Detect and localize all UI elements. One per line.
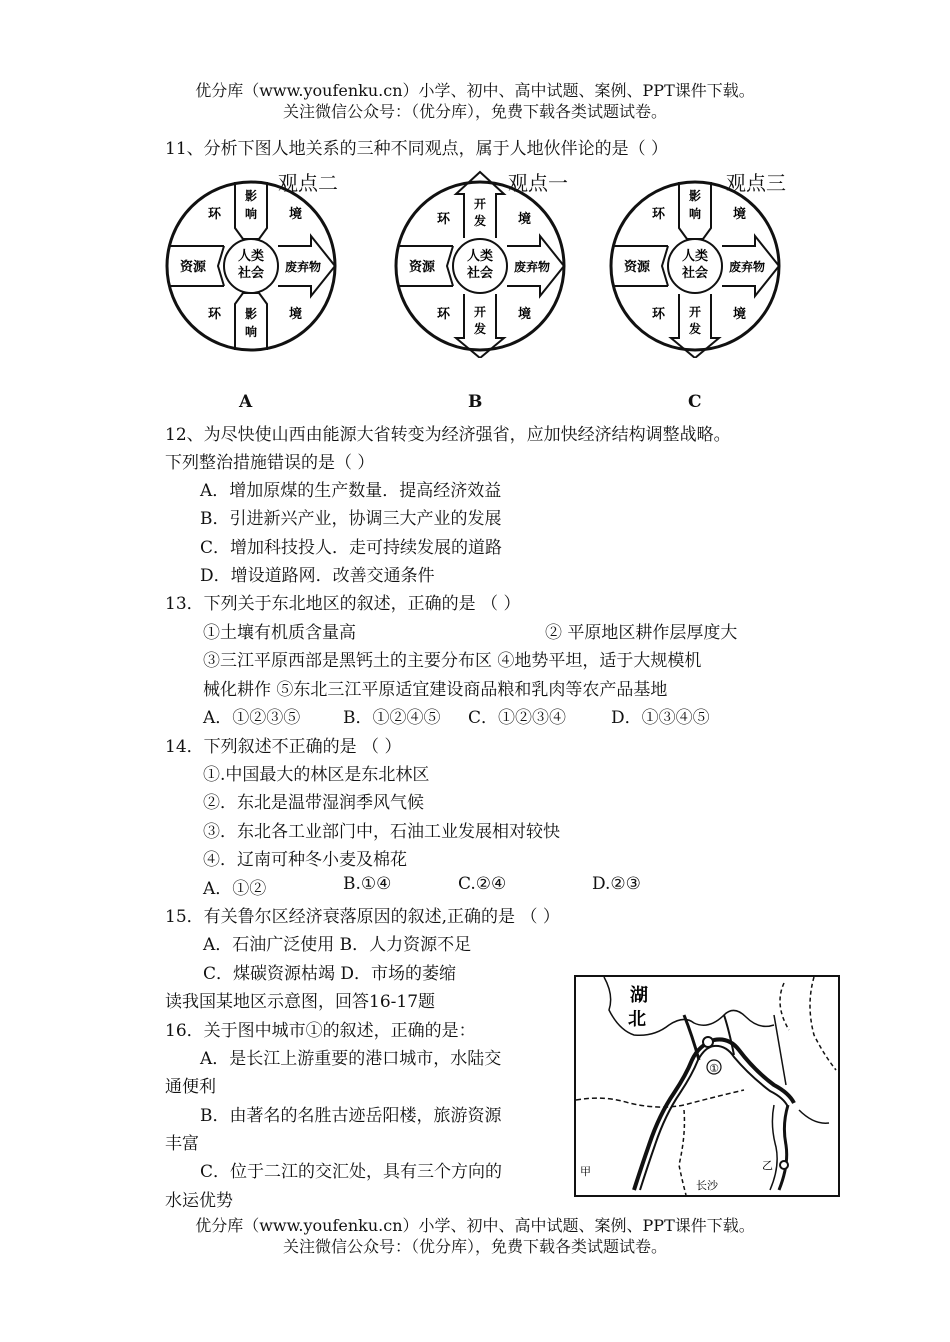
q14-option-d: D.②③ [592,874,641,894]
diagram-b-env-left-top: 环 [437,212,451,227]
map-label-changsha: 长沙 [696,1179,718,1192]
diagram-b-bottom-1: 开 [473,305,487,319]
diagram-c-resource: 资源 [623,260,651,275]
region-map [574,975,840,1197]
diagram-a-bottom-1: 影 [244,307,258,321]
q14-item-3: ③．东北各工业部门中，石油工业发展相对较快 [203,822,560,842]
q15-options-1: A．石油广泛使用 B．人力资源不足 [203,935,472,955]
q14-item-2: ②．东北是温带湿润季风气候 [203,793,424,813]
q11-stem: 11、分析下图人地关系的三种不同观点，属于人地伙伴论的是（ ） [165,139,669,159]
diagram-b-letter: B [468,392,483,412]
page-footer-line1: 优分库（www.youfenku.cn）小学、初中、高中试题、案例、PPT课件下载。 [195,1216,755,1235]
q13-stem: 13．下列关于东北地区的叙述，正确的是 （ ） [165,594,521,614]
q12-option-b: B．引进新兴产业，协调三大产业的发展 [200,509,502,529]
diagram-a-top-1: 影 [244,189,258,203]
diagram-b-center-1: 人类 [466,249,494,264]
q16-stem: 16．关于图中城市①的叙述，正确的是： [165,1021,476,1041]
q16-option-a-1: A．是长江上游重要的港口城市，水陆交 [200,1049,502,1069]
diagram-b-top-2: 发 [473,214,487,228]
q12-stem-2: 下列整治措施错误的是（ ） [165,453,375,473]
diagram-c-env-right-top: 境 [733,207,747,222]
q16-option-c-1: C．位于二江的交汇处，具有三个方向的 [200,1162,503,1182]
q15-options-2: C．煤碳资源枯竭 D．市场的萎缩 [203,964,457,984]
diagram-b-env-right-top: 境 [518,212,532,227]
diagram-b-env-left-bottom: 环 [437,307,451,322]
q16-17-intro: 读我国某地区示意图，回答16-17题 [165,992,436,1012]
q13-option-c: C．①②③④ [468,708,567,728]
q16-option-b-1: B．由著名的名胜古迹岳阳楼，旅游资源 [200,1106,502,1126]
diagram-c-env-left-top: 环 [652,207,666,222]
diagram-c-letter: C [688,392,702,412]
q14-item-4: ④．辽南可种冬小麦及棉花 [203,850,407,870]
diagram-a-env-left-bottom: 环 [208,307,222,322]
diagram-c-center-2: 社会 [681,266,709,281]
q12-option-d: D．增设道路网．改善交通条件 [200,566,435,586]
diagram-c-waste: 废弃物 [728,260,766,274]
diagram-a-title: 观点二 [278,171,338,195]
q12-option-a: A．增加原煤的生产数量．提高经济效益 [200,481,502,501]
q13-item-1: ①土壤有机质含量高 [203,623,356,643]
q12-stem-1: 12、为尽快使山西由能源大省转变为经济强省，应加快经济结构调整战略。 [165,425,731,445]
diagram-a-resource: 资源 [179,260,207,275]
diagram-a [163,168,348,358]
q13-item-4: 械化耕作 ⑤东北三江平原适宜建设商品粮和乳肉等农产品基地 [203,680,668,700]
q14-item-1: ①.中国最大的林区是东北林区 [203,765,430,785]
q16-option-b-2: 丰富 [165,1134,199,1154]
map-label-yi: 乙 [762,1159,773,1172]
map-city-1-label: ① [709,1062,719,1075]
map-province-char-1: 湖 [630,985,648,1006]
q16-option-c-2: 水运优势 [165,1191,233,1211]
page-header-line1: 优分库（www.youfenku.cn）小学、初中、高中试题、案例、PPT课件下载。 [195,81,755,100]
diagram-b-bottom-2: 发 [473,322,487,336]
q14-option-c: C.②④ [458,874,507,894]
q12-option-c: C．增加科技投人．走可持续发展的道路 [200,538,503,558]
diagram-c-env-right-bottom: 境 [733,307,747,322]
diagram-a-env-right-bottom: 境 [289,307,303,322]
diagram-a-env-left-top: 环 [208,207,222,222]
q13-item-2: ② 平原地区耕作层厚度大 [545,623,738,643]
diagram-a-waste: 废弃物 [284,260,322,274]
diagram-b-top-1: 开 [473,197,487,211]
diagram-c-env-left-bottom: 环 [652,307,666,322]
diagram-a-center-2: 社会 [237,266,265,281]
q13-option-a: A．①②③⑤ [203,708,301,728]
q13-item-3: ③三江平原西部是黑钙土的主要分布区 ④地势平坦，适于大规模机 [203,651,702,671]
q13-option-b: B．①②④⑤ [343,708,441,728]
diagram-c-bottom-2: 发 [688,322,702,336]
diagram-b [392,168,577,358]
diagram-c-title: 观点三 [726,171,786,195]
diagram-a-center-1: 人类 [237,249,265,264]
page-footer-line2: 关注微信公众号：（优分库），免费下载各类试题试卷。 [282,1237,667,1256]
diagram-b-center-2: 社会 [466,266,494,281]
q14-stem: 14．下列叙述不正确的是 （ ） [165,737,402,757]
diagram-a-letter: A [239,392,253,412]
q15-stem: 15．有关鲁尔区经济衰落原因的叙述,正确的是 （ ） [165,907,560,927]
diagram-b-env-right-bottom: 境 [518,307,532,322]
diagram-a-top-2: 响 [244,207,258,221]
q14-option-b: B.①④ [343,874,392,894]
diagram-a-env-right-top: 境 [289,207,303,222]
diagram-c-top-2: 响 [688,207,702,221]
map-province-char-2: 北 [628,1009,646,1030]
diagram-a-bottom-2: 响 [244,325,258,339]
diagram-b-title: 观点一 [508,171,568,195]
page-header-line2: 关注微信公众号：（优分库），免费下载各类试题试卷。 [282,102,667,121]
q13-option-d: D．①③④⑤ [611,708,710,728]
diagram-c-top-1: 影 [688,189,702,203]
diagram-c-center-1: 人类 [681,249,709,264]
map-label-jia: 甲 [580,1165,591,1178]
diagram-b-waste: 废弃物 [513,260,551,274]
diagram-c-bottom-1: 开 [688,305,702,319]
q14-option-a: A．①② [203,879,267,899]
diagram-c [607,168,792,358]
q16-option-a-2: 通便利 [165,1077,216,1097]
diagram-b-resource: 资源 [408,260,436,275]
